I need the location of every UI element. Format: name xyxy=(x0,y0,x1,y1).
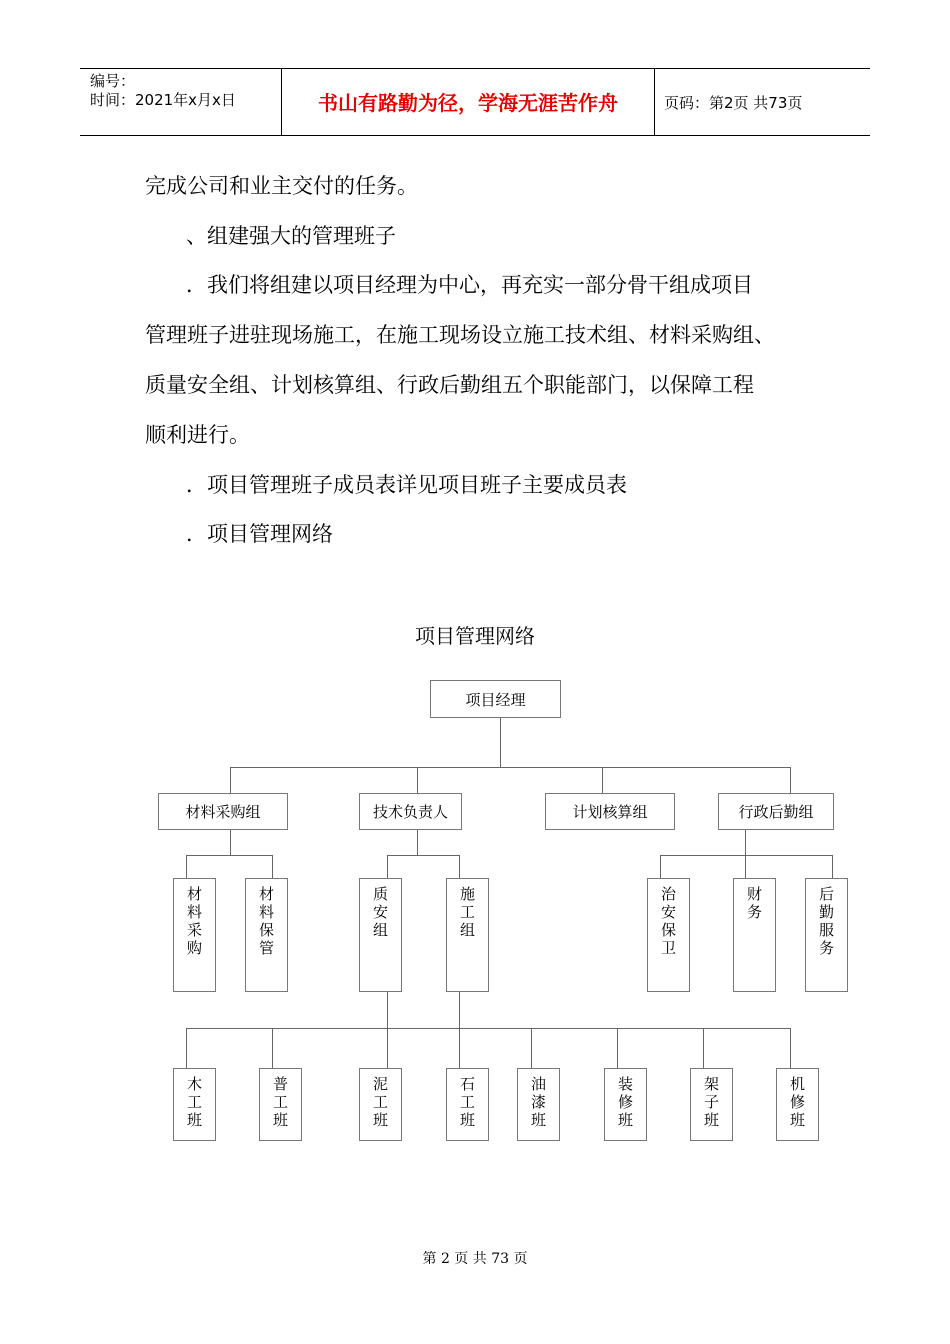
paragraph-line: ．我们将组建以项目经理为中心，再充实一部分骨干组成项目 xyxy=(186,273,753,297)
header-bottom-rule xyxy=(80,135,870,136)
node-masonry-team: 泥 工 班 xyxy=(359,1068,402,1141)
node-stone-team: 石 工 班 xyxy=(446,1068,489,1141)
paragraph-line: 管理班子进驻现场施工，在施工现场设立施工技术组、材料采购组、 xyxy=(145,323,775,347)
node-materials-purchasing: 材 料 采 购 xyxy=(173,878,216,992)
header-page-info: 页码：第2页 共73页 xyxy=(664,94,803,112)
paragraph-heading: 、组建强大的管理班子 xyxy=(186,224,396,248)
node-project-manager: 项目经理 xyxy=(430,680,561,718)
node-carpentry-team: 木 工 班 xyxy=(173,1068,216,1141)
node-materials-procurement: 材料采购组 xyxy=(158,793,288,830)
node-planning-accounting: 计划核算组 xyxy=(545,793,675,830)
node-technical-lead: 技术负责人 xyxy=(359,793,462,830)
paragraph-line: 顺利进行。 xyxy=(145,423,250,447)
header-divider-right xyxy=(654,68,655,136)
node-quality-safety: 质 安 组 xyxy=(359,878,402,992)
paragraph-line: ．项目管理班子成员表详见项目班子主要成员表 xyxy=(186,473,627,497)
node-admin-logistics: 行政后勤组 xyxy=(718,793,834,830)
node-painting-team: 油 漆 班 xyxy=(517,1068,560,1141)
node-materials-storage: 材 料 保 管 xyxy=(245,878,288,992)
node-general-labor-team: 普 工 班 xyxy=(259,1068,302,1141)
node-security: 治 安 保 卫 xyxy=(647,878,690,992)
header-top-rule xyxy=(80,68,870,69)
network-title: 项目管理网络 xyxy=(415,624,535,648)
page-footer: 第 2 页 共 73 页 xyxy=(422,1251,528,1267)
paragraph-line: 质量安全组、计划核算组、行政后勤组五个职能部门，以保障工程 xyxy=(145,373,754,397)
node-machine-repair-team: 机 修 班 xyxy=(776,1068,819,1141)
node-construction: 施 工 组 xyxy=(446,878,489,992)
header-divider-left xyxy=(281,68,282,136)
paragraph-line: ．项目管理网络 xyxy=(186,522,333,546)
node-scaffolding-team: 架 子 班 xyxy=(690,1068,733,1141)
node-decoration-team: 装 修 班 xyxy=(604,1068,647,1141)
node-logistics-service: 后 勤 服 务 xyxy=(805,878,848,992)
paragraph-line: 完成公司和业主交付的任务。 xyxy=(145,174,418,198)
header-date: 时间：2021年x月x日 xyxy=(90,91,236,109)
serial-label: 编号： xyxy=(90,72,136,90)
node-finance: 财 务 xyxy=(733,878,776,992)
header-motto: 书山有路勤为径，学海无涯苦作舟 xyxy=(318,91,618,115)
